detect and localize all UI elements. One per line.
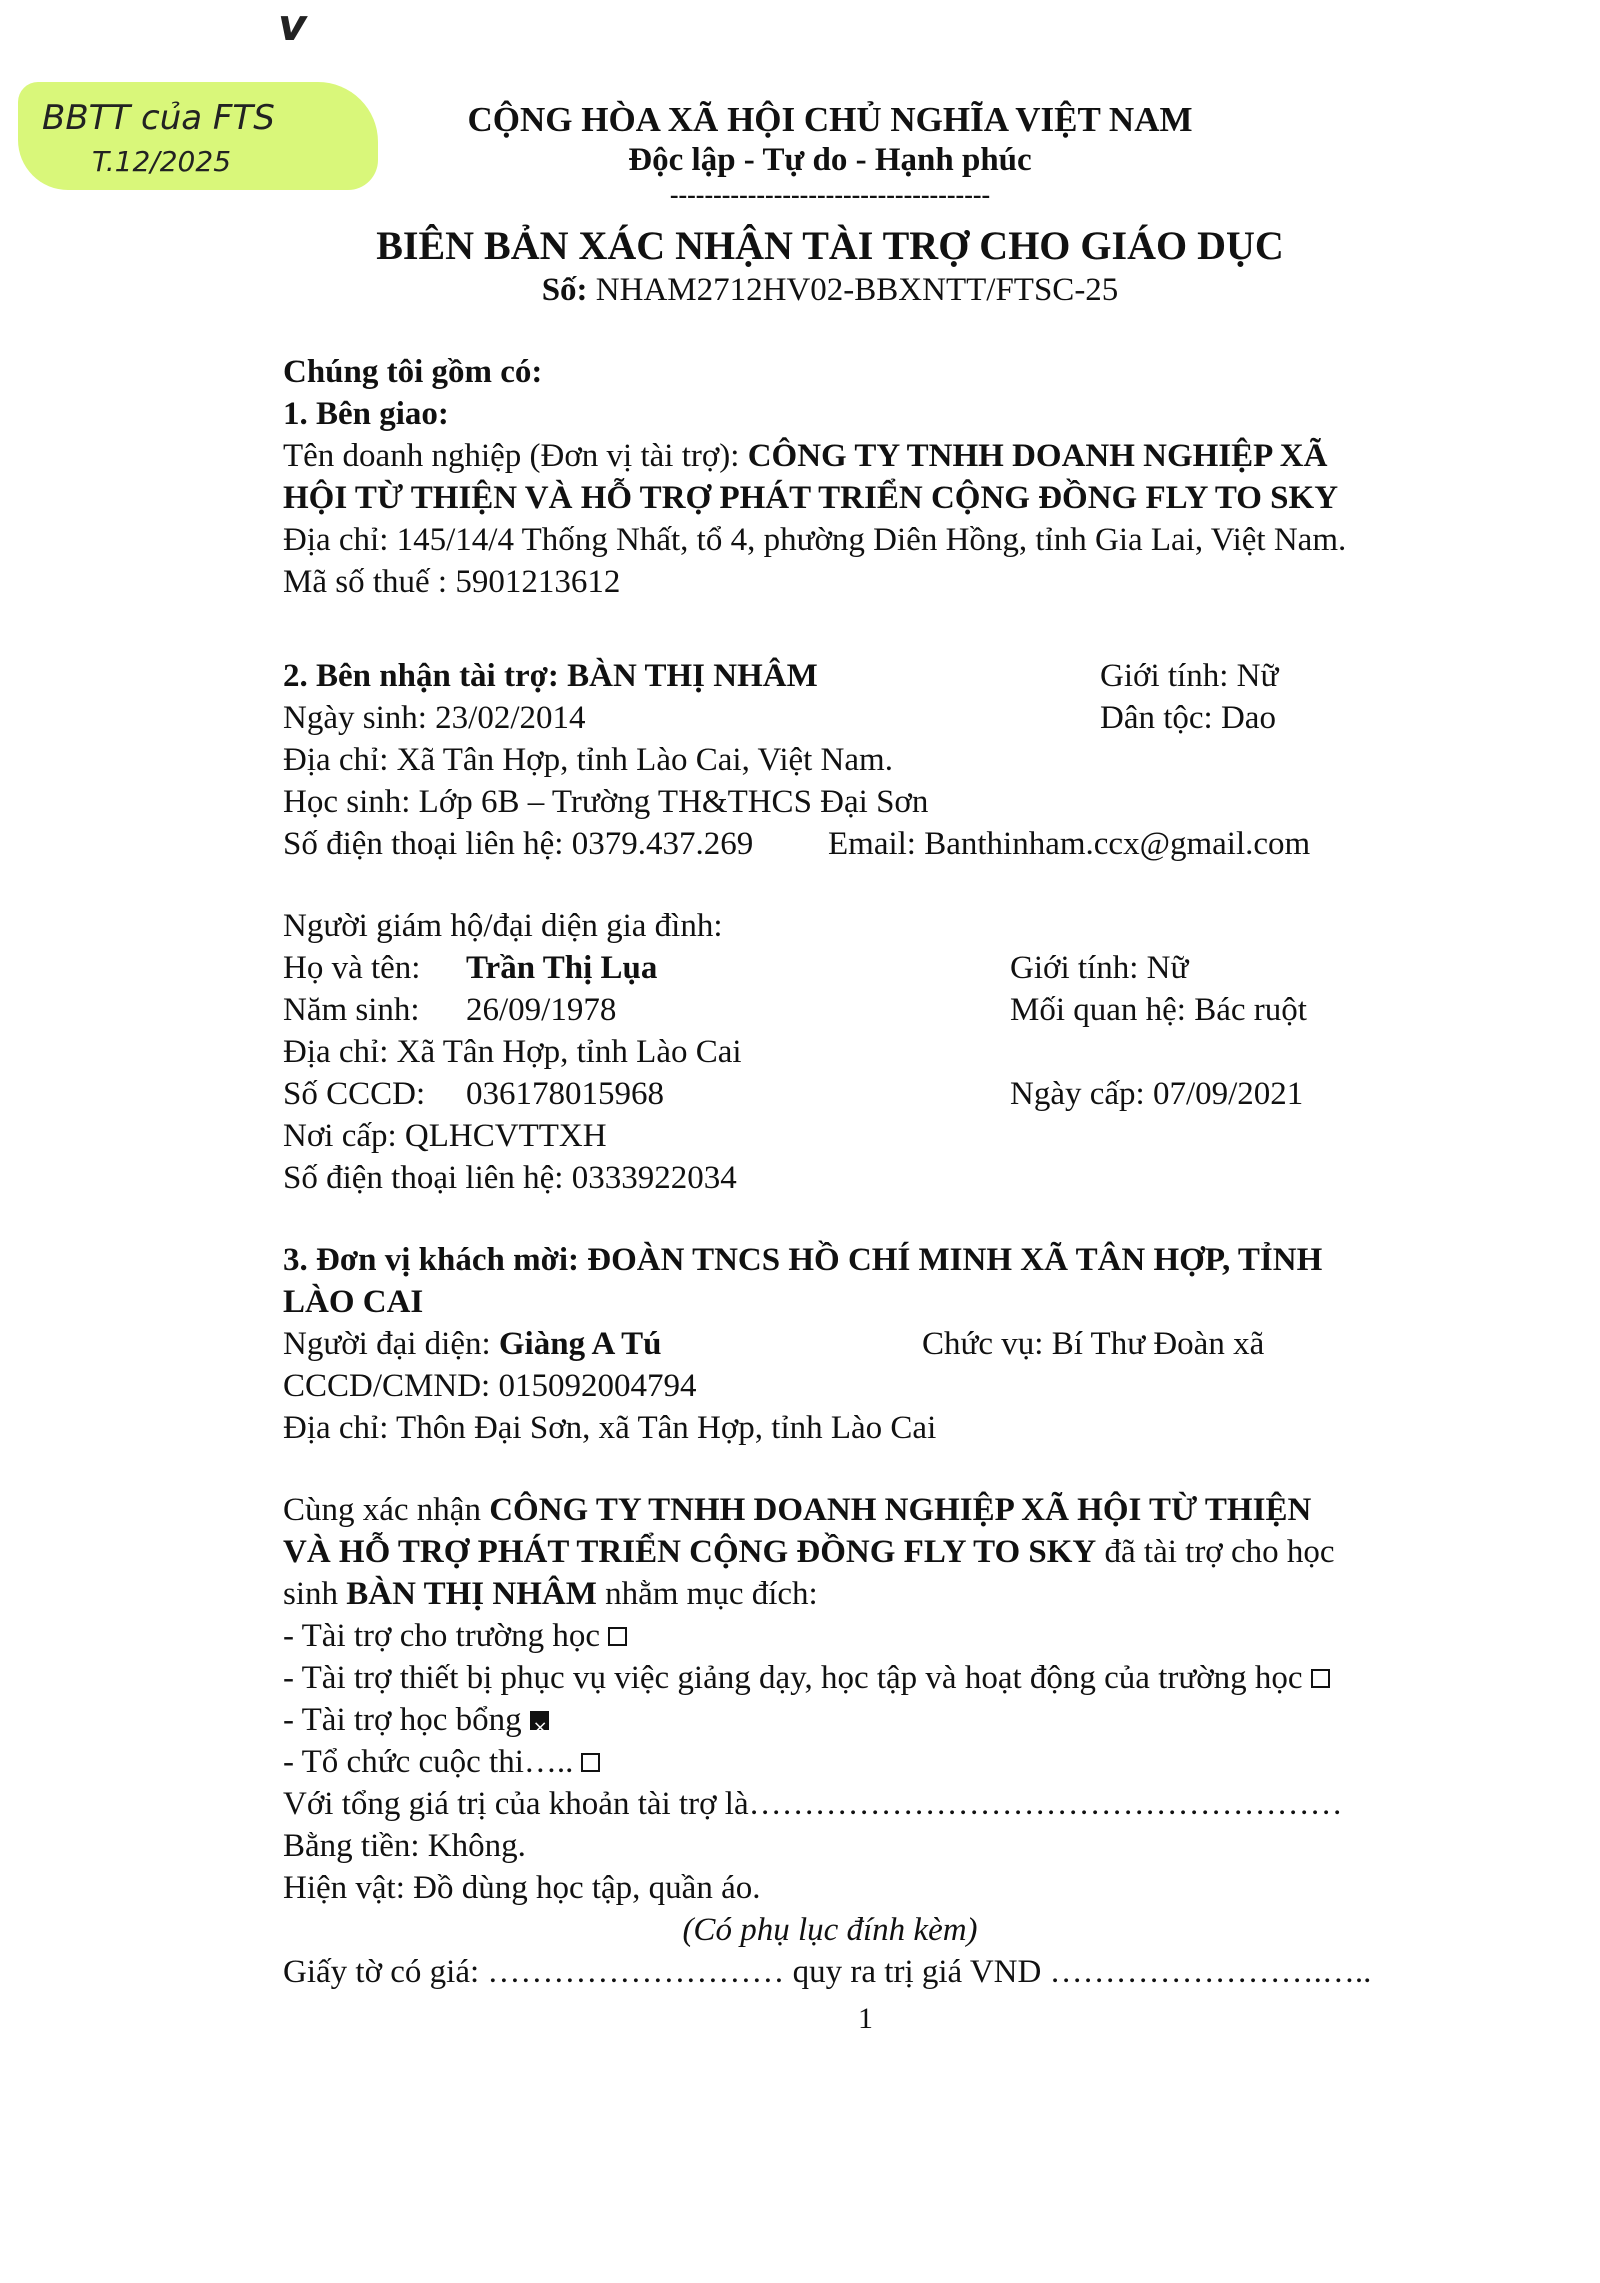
confirm-prefix: Cùng xác nhận	[283, 1492, 481, 1528]
party2-address: Địa chỉ: Xã Tân Hợp, tỉnh Lào Cai, Việt Nam.	[283, 742, 893, 778]
party1-name-label: Tên doanh nghiệp (Đơn vị tài trợ):	[283, 438, 740, 474]
guardian-address: Địa chỉ: Xã Tân Hợp, tỉnh Lào Cai	[283, 1034, 742, 1070]
intro: Chúng tôi gồm có:	[283, 354, 543, 390]
party3-rep-row	[283, 1324, 662, 1364]
document-number	[0, 272, 1600, 309]
confirm-student: BÀN THỊ NHÂM	[346, 1576, 597, 1612]
party3-org-part2: LÀO CAI	[283, 1284, 424, 1320]
confirm-student-prefix: sinh	[283, 1576, 339, 1612]
total-value: Với tổng giá trị của khoản tài trợ là………………………………………………	[283, 1786, 1343, 1822]
guardian-birth-label: Năm sinh:	[283, 992, 420, 1028]
party1-name-part1: CÔNG TY TNHH DOANH NGHIỆP XÃ	[747, 438, 1328, 474]
option-contest	[283, 1742, 600, 1782]
header-divider: -------------------------------------	[669, 180, 991, 209]
guardian-name: Trần Thị Lụa	[466, 950, 658, 986]
motto: Độc lập - Tự do - Hạnh phúc	[628, 142, 1032, 178]
confirm-line2	[283, 1532, 1335, 1572]
party2-school: Học sinh: Lớp 6B – Trường TH&THCS Đại Sơn	[283, 784, 929, 820]
option-label: - Tổ chức cuộc thi…..	[283, 1744, 574, 1780]
confirm-company2: VÀ HỖ TRỢ PHÁT TRIỂN CỘNG ĐỒNG FLY TO SKY	[283, 1534, 1097, 1570]
option-label: - Tài trợ học bổng	[283, 1702, 522, 1738]
option-school	[283, 1616, 627, 1656]
party2-phone: Số điện thoại liên hệ: 0379.437.269	[283, 826, 754, 862]
party3-rep-label: Người đại diện:	[283, 1326, 491, 1362]
confirm-line3	[283, 1574, 818, 1614]
party3-heading	[283, 1240, 1322, 1280]
confirm-purpose: nhằm mục đích:	[605, 1576, 818, 1612]
checkbox-unchecked[interactable]	[1311, 1669, 1330, 1688]
document-number-value: NHAM2712HV02-BBXNTT/FTSC-25	[595, 272, 1119, 308]
guardian-birth: 26/09/1978	[466, 992, 617, 1028]
checkbox-unchecked[interactable]	[608, 1627, 627, 1646]
party2-heading	[283, 656, 818, 696]
appendix-note: (Có phụ lục đính kèm)	[682, 1912, 978, 1948]
party1-name-line2: HỘI TỪ THIỆN VÀ HỖ TRỢ PHÁT TRIỂN CỘNG ĐỒNG FLY TO SKY	[283, 480, 1339, 516]
party3-position: Chức vụ: Bí Thư Đoàn xã	[922, 1326, 1265, 1362]
handwritten-note-line1: BBTT của FTS	[42, 98, 275, 138]
option-label: - Tài trợ cho trường học	[283, 1618, 601, 1654]
guardian-issue-date: Ngày cấp: 07/09/2021	[1010, 1076, 1304, 1112]
in-kind-value: Hiện vật: Đồ dùng học tập, quần áo.	[283, 1870, 761, 1906]
guardian-name-label: Họ và tên:	[283, 950, 421, 986]
checkbox-checked[interactable]	[530, 1711, 549, 1730]
document-title: BIÊN BẢN XÁC NHẬN TÀI TRỢ CHO GIÁO DỤC	[376, 223, 1284, 268]
guardian-heading: Người giám hộ/đại diện gia đình:	[283, 908, 723, 944]
party3-rep-name: Giàng A Tú	[498, 1326, 662, 1362]
guardian-name-row	[283, 948, 658, 988]
party1-heading: 1. Bên giao:	[283, 396, 449, 432]
party3-address: Địa chỉ: Thôn Đại Sơn, xã Tân Hợp, tỉnh Lào Cai	[283, 1410, 937, 1446]
party2-ethnicity: Dân tộc: Dao	[1100, 700, 1276, 736]
party3-heading-label: 3. Đơn vị khách mời:	[283, 1242, 580, 1278]
guardian-id-label: Số CCCD:	[283, 1076, 426, 1112]
check-mark: v	[278, 0, 307, 51]
confirm-line1	[283, 1490, 1311, 1530]
guardian-gender: Giới tính: Nữ	[1010, 950, 1189, 986]
checkbox-unchecked[interactable]	[581, 1753, 600, 1772]
guardian-id: 036178015968	[466, 1076, 664, 1112]
guardian-birth-row	[283, 990, 617, 1030]
option-label: - Tài trợ thiết bị phục vụ việc giảng dạy, học tập và hoạt động của trường học	[283, 1660, 1303, 1696]
party1-tax: Mã số thuế : 5901213612	[283, 564, 621, 600]
party1-name-line1	[283, 436, 1327, 476]
page-number: 1	[858, 2002, 873, 2035]
party2-email: Email: Banthinham.ccx@gmail.com	[828, 826, 1311, 862]
handwritten-note-line2: T.12/2025	[92, 145, 232, 178]
confirm-company1: CÔNG TY TNHH DOANH NGHIỆP XÃ HỘI TỪ THIỆN	[489, 1492, 1312, 1528]
vouchers-value: Giấy tờ có giá: ……………………… quy ra trị giá VND …………………….…..	[283, 1954, 1372, 1990]
party1-address: Địa chỉ: 145/14/4 Thống Nhất, tổ 4, phường Diên Hồng, tỉnh Gia Lai, Việt Nam.	[283, 522, 1347, 558]
option-scholarship	[283, 1700, 549, 1740]
party3-id: CCCD/CMND: 015092004794	[283, 1368, 697, 1404]
party2-heading-label: 2. Bên nhận tài trợ:	[283, 658, 559, 694]
party2-name: BÀN THỊ NHÂM	[567, 658, 818, 694]
guardian-issue-place: Nơi cấp: QLHCVTTXH	[283, 1118, 607, 1154]
guardian-relation: Mối quan hệ: Bác ruột	[1010, 992, 1307, 1028]
party2-gender: Giới tính: Nữ	[1100, 658, 1279, 694]
cash-value: Bằng tiền: Không.	[283, 1828, 526, 1864]
party3-org-part1: ĐOÀN TNCS HỒ CHÍ MINH XÃ TÂN HỢP, TỈNH	[587, 1242, 1323, 1278]
guardian-phone: Số điện thoại liên hệ: 0333922034	[283, 1160, 737, 1196]
confirm-suffix: đã tài trợ cho học	[1104, 1534, 1335, 1570]
guardian-id-row	[283, 1074, 664, 1114]
document-number-label: Số:	[541, 272, 588, 308]
nation-title: CỘNG HÒA XÃ HỘI CHỦ NGHĨA VIỆT NAM	[467, 100, 1193, 139]
option-equipment	[283, 1658, 1330, 1698]
party2-dob: Ngày sinh: 23/02/2014	[283, 700, 586, 736]
